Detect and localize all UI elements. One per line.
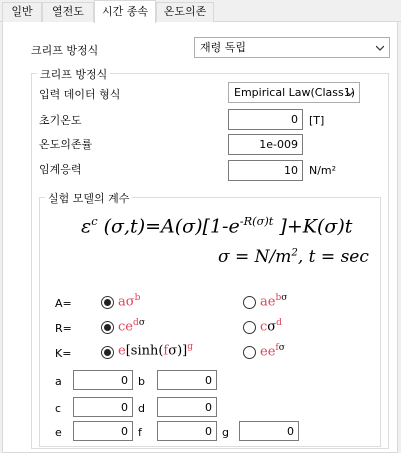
tab-panel bbox=[2, 22, 398, 453]
param-g-input[interactable]: 0 bbox=[239, 421, 299, 441]
chevron-down-icon bbox=[376, 44, 384, 52]
formula-a-exp: $ae^{b\sigma}$ bbox=[260, 293, 288, 310]
initial-temperature-input[interactable]: 0 bbox=[228, 109, 303, 130]
param-g-label: g bbox=[222, 426, 229, 439]
param-d-label: d bbox=[138, 402, 145, 415]
radio-k-sinh[interactable] bbox=[101, 346, 114, 359]
creep-method-value: 재령 독립 bbox=[200, 41, 247, 54]
critical-stress-label: 임계응력 bbox=[39, 163, 82, 176]
param-c-input[interactable]: 0 bbox=[73, 397, 133, 417]
param-c-label: c bbox=[55, 402, 62, 415]
tab-general[interactable] bbox=[2, 2, 42, 22]
tab-heat-conduction-label: 열전도 bbox=[52, 5, 84, 18]
tab-heat-conduction[interactable] bbox=[42, 2, 94, 22]
temperature-dependence-label: 온도의존률 bbox=[39, 138, 93, 151]
creep-equation-group-title: 크리프 방정식 bbox=[37, 66, 110, 82]
param-e-label: e bbox=[55, 426, 62, 439]
param-a-label: a bbox=[55, 375, 62, 388]
chevron-down-icon bbox=[346, 89, 354, 97]
formula-k-sinh: $e[\sinh(f\sigma)]^g$ bbox=[118, 342, 194, 359]
param-f-label: f bbox=[138, 426, 142, 439]
creep-method-label: 크리프 방정식 bbox=[31, 44, 99, 57]
coef-row-r-label: R= bbox=[55, 322, 72, 335]
coef-row-a-label: A= bbox=[55, 297, 72, 310]
tab-time-dependent-label: 시간 종속 bbox=[101, 5, 148, 18]
tab-time-dependent[interactable] bbox=[94, 0, 156, 23]
radio-r-power[interactable] bbox=[243, 321, 256, 334]
initial-temperature-unit: [T] bbox=[309, 114, 325, 127]
formula-a-power: $a\sigma^b$ bbox=[118, 293, 141, 310]
critical-stress-input[interactable]: 10 bbox=[228, 160, 303, 181]
input-format-select[interactable] bbox=[228, 82, 360, 103]
formula-r-exp: $ce^{d\sigma}$ bbox=[118, 318, 146, 335]
coef-row-k-label: K= bbox=[55, 347, 72, 360]
creep-formula: $\varepsilon^c$ $(\sigma,t)=A(\sigma)[1-e^{-R(\sigma)t}$ ]+K(σ)t bbox=[81, 214, 353, 238]
tab-general-label: 일반 bbox=[11, 5, 33, 18]
radio-a-power[interactable] bbox=[101, 296, 114, 309]
param-b-input[interactable]: 0 bbox=[157, 370, 217, 390]
radio-a-exp[interactable] bbox=[243, 296, 256, 309]
param-f-input[interactable]: 0 bbox=[157, 421, 217, 441]
param-b-label: b bbox=[138, 375, 145, 388]
coefficient-group-title: 실험 모델의 계수 bbox=[45, 190, 132, 206]
critical-stress-unit: N/m² bbox=[309, 164, 337, 177]
creep-method-select[interactable] bbox=[194, 37, 390, 58]
temperature-dependence-input[interactable]: 1e-009 bbox=[228, 134, 303, 155]
param-d-input[interactable]: 0 bbox=[157, 397, 217, 417]
formula-r-power: $c\sigma^d$ bbox=[260, 318, 282, 335]
initial-temperature-label: 초기온도 bbox=[39, 114, 82, 127]
input-format-value: Empirical Law(Class1) bbox=[234, 86, 356, 99]
param-e-input[interactable]: 0 bbox=[73, 421, 133, 441]
tab-temperature-dependent-label: 온도의존 bbox=[163, 5, 207, 18]
tab-temperature-dependent[interactable] bbox=[156, 2, 214, 22]
radio-k-exp[interactable] bbox=[243, 346, 256, 359]
unit-formula: $\sigma = N/m^2$, t = sec bbox=[218, 247, 369, 267]
radio-r-exp[interactable] bbox=[101, 321, 114, 334]
param-a-input[interactable]: 0 bbox=[73, 370, 133, 390]
tab-bar bbox=[0, 0, 401, 22]
formula-k-exp: $ee^{f\sigma}$ bbox=[260, 343, 285, 360]
input-format-label: 입력 데이터 형식 bbox=[39, 88, 121, 101]
